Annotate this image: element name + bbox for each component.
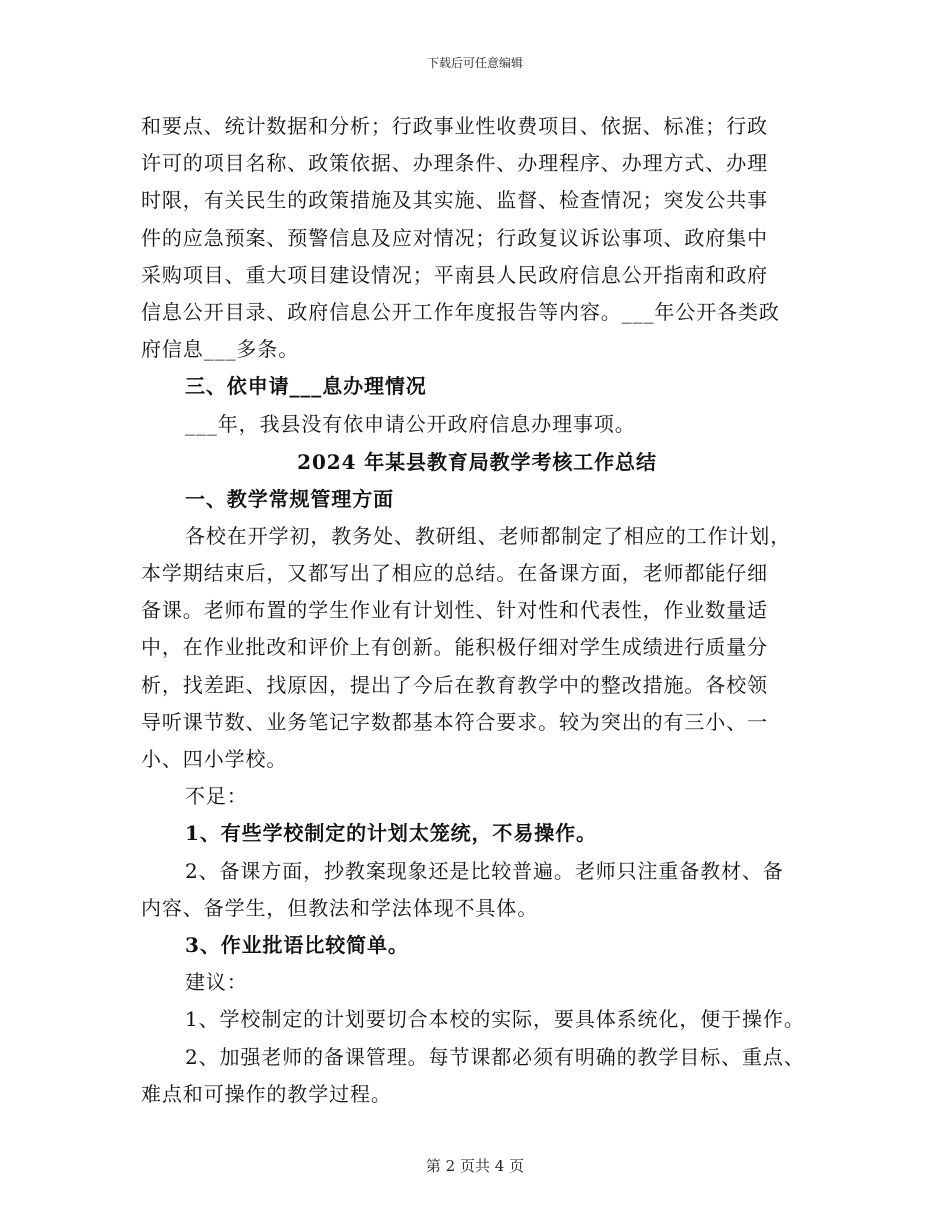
section-heading: 三、依申请___息办理情况 [185,374,427,399]
section-heading: 一、教学常规管理方面 [185,486,394,511]
paragraph-line: 不足： [185,784,248,809]
page-footer: 第 2 页共 4 页 [425,1157,525,1175]
paragraph-line: 时限，有关民生的政策措施及其实施、监督、检查情况；突发公共事 [141,188,768,213]
list-item-bold: 3、作业批语比较简单。 [185,932,409,957]
paragraph-line: 许可的项目名称、政策依据、办理条件、办理程序、办理方式、办理 [141,151,768,176]
paragraph-line: 信息公开目录、政府信息公开工作年度报告等内容。___年公开各类政 [141,299,780,324]
paragraph-line: 备课。老师布置的学生作业有计划性、针对性和代表性，作业数量适 [141,598,768,623]
paragraph-line: 导听课节数、业务笔记字数都基本符合要求。较为突出的有三小、一 [141,709,768,734]
paragraph-line: 建议： [185,970,248,995]
paragraph-line: 各校在开学初，教务处、教研组、老师都制定了相应的工作计划， [185,523,792,548]
list-item-bold: 1、有些学校制定的计划太笼统，不易操作。 [185,821,597,846]
paragraph-line: 小、四小学校。 [141,747,288,771]
paragraph-line: 采购项目、重大项目建设情况；平南县人民政府信息公开指南和政府 [141,262,768,287]
paragraph-line: ___年，我县没有依申请公开政府信息办理事项。 [185,411,636,436]
paragraph-line: 件的应急预案、预警信息及应对情况；行政复议诉讼事项、政府集中 [141,225,768,250]
paragraph-line: 析，找差距、找原因，提出了今后在教育教学中的整改措施。各校领 [141,672,768,697]
paragraph-line: 2、备课方面，抄教案现象还是比较普遍。老师只注重备教材、备 [185,858,784,883]
document-body [141,108,813,1113]
paragraph-line: 2、加强老师的备课管理。每节课都必须有明确的教学目标、重点、 [185,1044,805,1069]
paragraph-line: 中，在作业批改和评价上有创新。能积极仔细对学生成绩进行质量分 [141,635,768,660]
paragraph-line: 难点和可操作的教学过程。 [141,1081,392,1106]
paragraph-line: 1、学校制定的计划要切合本校的实际，要具体系统化，便于操作。 [185,1007,805,1032]
paragraph-line: 府信息___多条。 [141,337,300,362]
document-title: 2024 年某县教育局教学考核工作总结 [297,449,657,474]
page-header: 下载后可任意编辑 [426,56,523,70]
paragraph-line: 本学期结束后，又都写出了相应的总结。在备课方面，老师都能仔细 [141,561,768,586]
paragraph-line: 内容、备学生，但教法和学法体现不具体。 [141,895,539,920]
paragraph-line: 和要点、统计数据和分析；行政事业性收费项目、依据、标准；行政 [141,114,768,138]
